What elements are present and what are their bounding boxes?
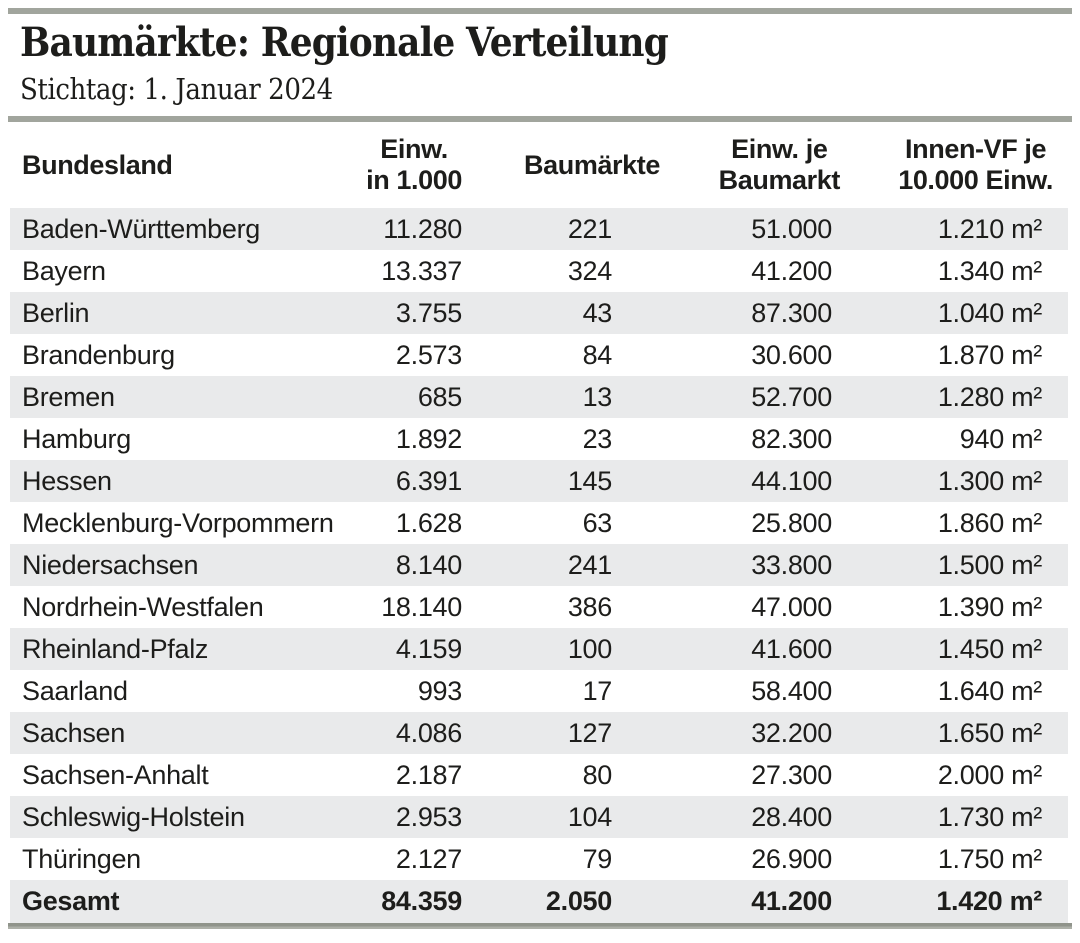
table-row (10, 796, 1068, 838)
header-cell-1: Einw. in 1.000 (366, 134, 462, 195)
cell-2: 104 (567, 801, 612, 832)
cell-3: 87.300 (751, 297, 832, 328)
total-cell-1: 84.359 (381, 886, 462, 916)
cell-1: 2.187 (395, 759, 462, 790)
table-body (10, 208, 1068, 880)
cell-3: 33.800 (751, 549, 832, 580)
cell-1: 13.337 (381, 255, 462, 286)
cell-0: Bremen (22, 381, 115, 412)
cell-3: 58.400 (751, 675, 832, 706)
cell-2: 221 (567, 213, 612, 244)
cell-3: 47.000 (751, 591, 832, 622)
cell-0: Baden-Württemberg (22, 213, 261, 244)
header-cell-4: Innen-VF je 10.000 Einw. (898, 134, 1053, 195)
cell-4: 1.730 m² (937, 801, 1042, 832)
cell-3: 27.300 (751, 759, 832, 790)
top-rule (8, 8, 1072, 14)
table-row (10, 334, 1068, 376)
cell-4: 2.000 m² (937, 759, 1042, 790)
cell-4: 1.040 m² (937, 297, 1042, 328)
cell-1: 2.953 (395, 801, 462, 832)
cell-2: 386 (567, 591, 612, 622)
header-cell-0: Bundesland (22, 149, 173, 180)
cell-3: 41.600 (751, 633, 832, 664)
cell-2: 79 (582, 843, 612, 874)
cell-3: 25.800 (751, 507, 832, 538)
cell-1: 2.127 (395, 843, 462, 874)
total-cell-3: 41.200 (751, 886, 832, 916)
cell-1: 1.892 (395, 423, 462, 454)
cell-0: Niedersachsen (22, 549, 199, 580)
total-cell-2: 2.050 (545, 886, 612, 916)
cell-2: 43 (582, 297, 612, 328)
cell-4: 1.450 m² (937, 633, 1042, 664)
cell-0: Schleswig-Holstein (22, 801, 245, 832)
cell-2: 17 (582, 675, 612, 706)
cell-4: 1.870 m² (937, 339, 1042, 370)
table-row (10, 838, 1068, 880)
cell-4: 1.340 m² (937, 255, 1042, 286)
cell-1: 4.159 (395, 633, 462, 664)
cell-2: 145 (567, 465, 612, 496)
cell-1: 2.573 (395, 339, 462, 370)
cell-3: 82.300 (751, 423, 832, 454)
cell-0: Nordrhein-Westfalen (22, 591, 264, 622)
cell-4: 940 m² (959, 423, 1042, 454)
table-row (10, 250, 1068, 292)
cell-0: Hessen (22, 465, 112, 496)
table-row (10, 460, 1068, 502)
total-row (10, 880, 1068, 923)
total-cell-0: Gesamt (22, 886, 120, 916)
cell-0: Rheinland-Pfalz (22, 633, 209, 664)
cell-3: 30.600 (751, 339, 832, 370)
table-row (10, 712, 1068, 754)
cell-2: 84 (582, 339, 612, 370)
cell-1: 3.755 (395, 297, 462, 328)
table-row (10, 208, 1068, 250)
cell-4: 1.280 m² (937, 381, 1042, 412)
page-subtitle: Stichtag: 1. Januar 2024 (20, 72, 333, 106)
bottom-rule (8, 923, 1072, 929)
cell-3: 32.200 (751, 717, 832, 748)
cell-1: 18.140 (381, 591, 462, 622)
cell-2: 241 (567, 549, 612, 580)
cell-3: 51.000 (751, 213, 832, 244)
cell-2: 80 (582, 759, 612, 790)
table-row (10, 544, 1068, 586)
cell-4: 1.390 m² (937, 591, 1042, 622)
cell-0: Berlin (22, 297, 90, 328)
cell-2: 100 (567, 633, 612, 664)
table-row (10, 754, 1068, 796)
cell-1: 4.086 (395, 717, 462, 748)
cell-0: Brandenburg (22, 339, 175, 370)
cell-3: 41.200 (751, 255, 832, 286)
header-cell-2: Baumärkte (524, 149, 660, 180)
table-row (10, 586, 1068, 628)
page-title: Baumärkte: Regionale Verteilung (20, 19, 668, 66)
cell-1: 1.628 (395, 507, 462, 538)
cell-1: 11.280 (383, 213, 462, 244)
cell-0: Bayern (22, 255, 106, 286)
cell-0: Sachsen (22, 717, 125, 748)
table-row (10, 670, 1068, 712)
cell-3: 52.700 (751, 381, 832, 412)
cell-2: 63 (582, 507, 612, 538)
table-row (10, 418, 1068, 460)
cell-1: 8.140 (395, 549, 462, 580)
table-row (10, 292, 1068, 334)
total-cell-4: 1.420 m² (936, 886, 1042, 916)
cell-4: 1.650 m² (937, 717, 1042, 748)
cell-4: 1.860 m² (937, 507, 1042, 538)
cell-1: 685 (417, 381, 462, 412)
cell-3: 44.100 (751, 465, 832, 496)
cell-3: 26.900 (751, 843, 832, 874)
cell-3: 28.400 (751, 801, 832, 832)
table-row (10, 502, 1068, 544)
cell-0: Sachsen-Anhalt (22, 759, 209, 790)
cell-2: 127 (567, 717, 612, 748)
table-header (10, 122, 1068, 208)
cell-0: Saarland (22, 675, 128, 706)
cell-4: 1.300 m² (937, 465, 1042, 496)
cell-2: 23 (582, 423, 612, 454)
cell-4: 1.640 m² (937, 675, 1042, 706)
cell-0: Hamburg (22, 423, 131, 454)
table-row (10, 628, 1068, 670)
cell-4: 1.500 m² (937, 549, 1042, 580)
cell-0: Thüringen (22, 843, 141, 874)
cell-4: 1.750 m² (937, 843, 1042, 874)
cell-2: 324 (567, 255, 612, 286)
cell-1: 993 (417, 675, 462, 706)
cell-1: 6.391 (395, 465, 462, 496)
cell-4: 1.210 m² (937, 213, 1042, 244)
table-row (10, 376, 1068, 418)
cell-2: 13 (582, 381, 612, 412)
header-cell-3: Einw. je Baumarkt (718, 134, 840, 195)
data-table (10, 122, 1068, 923)
cell-0: Mecklenburg-Vorpommern (22, 507, 334, 538)
